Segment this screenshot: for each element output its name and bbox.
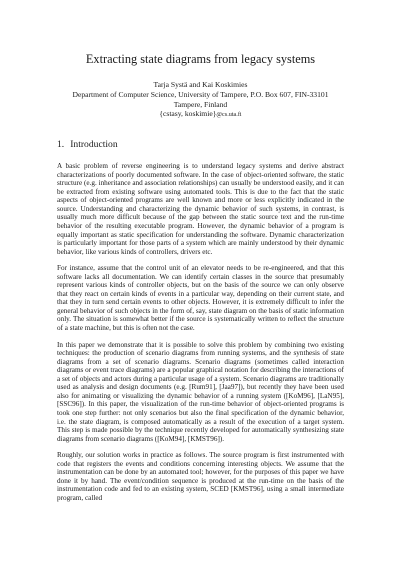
paragraph: A basic problem of reverse engineering is to understand legacy systems and derive abstract characterizations of poorly documented software. In the case of object-oriented software, the static structure (e.g. inheritance and association relationships) can usually be understood easily, and it can be extracted from existing software using automated tools. This is due to the fact that the static aspects of object-oriented programs are well known and more or less explicitly indicated in the source. Understanding and characterizing the dynamic behavior of such systems, in contrast, is usually much more difficult because of the gap between the static source text and the run-time behavior of the resulting executable program. However, the dynamic behavior of a program is equally important as static specification for understanding the software. Dynamic characterization is particularly important for those parts of a system which are mainly understood by their dynamic behavior, like various kinds of controllers, drivers etc. [57, 162, 344, 256]
paragraph: In this paper we demonstrate that it is possible to solve this problem by combining two existing techniques: the production of scenario diagrams from running systems, and the synthesis of state diagrams from a set of scenario diagrams. Scenario diagrams (sometimes called interaction diagrams or event trace diagrams) are a popular graphical notation for describing the interactions of a set of objects and actors during a particular usage of a system. Scenario diagrams are traditionally used as analysis and design documents (e.g. [Rum91], [Jaa97]), but recently they have been used also for animating or visualizing the dynamic behavior of a running system ([KoM96], [LaN95], [SSC96]). In this paper, the visualization of the run-time behavior of object-oriented programs is took one step further: not only scenarios but also the final specification of the dynamic behavior, i.e. the state diagram, is composed automatically as a result of the execution of a target system. This step is made possible by the technique recently developed for automatically synthesizing state diagrams from scenario diagrams ([KoM94], [KMST96]). [57, 340, 344, 443]
affiliation-line: Department of Computer Science, University of Tampere, P.O. Box 607, FIN-33101 [72, 89, 329, 99]
section-number: 1. [57, 139, 65, 151]
email-domain: @cs.uta.fi [216, 111, 242, 119]
paragraph: For instance, assume that the control unit of an elevator needs to be re-engineered, and that this software lacks all documentation. We can identify certain classes in the source that presumably represent various kinds of controller objects, but on the basis of the source we can only observe that they react on certain kinds of events in a particular way, depending on their current state, and that they in turn send certain events to other objects. However, it is extremely difficult to infer the general behavior of such objects in the form of, say, state diagram on the basis of static information only. The situation is somewhat better if the source is systematically written to reflect the structure of a state machine, but this is often not the case. [57, 264, 344, 333]
section-heading [57, 139, 344, 151]
paper-title: Extracting state diagrams from legacy systems [85, 52, 316, 66]
author-list: Tarja Systä and Kai Koskimies [153, 80, 248, 89]
email-local: {cstasy, koskimie} [159, 109, 217, 119]
author-email [57, 109, 344, 120]
paragraph: Roughly, our solution works in practice as follows. The source program is first instrumented with code that registers the events and conditions concerning interesting objects. We assume that the instrumentation can be done by an automated tool; however, for the purposes of this paper we have done it by hand. The event/condition sequence is produced at the run-time on the basis of the instrumentation code and fed to an existing system, SCED [KMST96], using a small intermediate program, called [57, 451, 344, 502]
section-title: Introduction [70, 139, 118, 151]
affiliation-city: Tampere, Finland [173, 99, 228, 109]
